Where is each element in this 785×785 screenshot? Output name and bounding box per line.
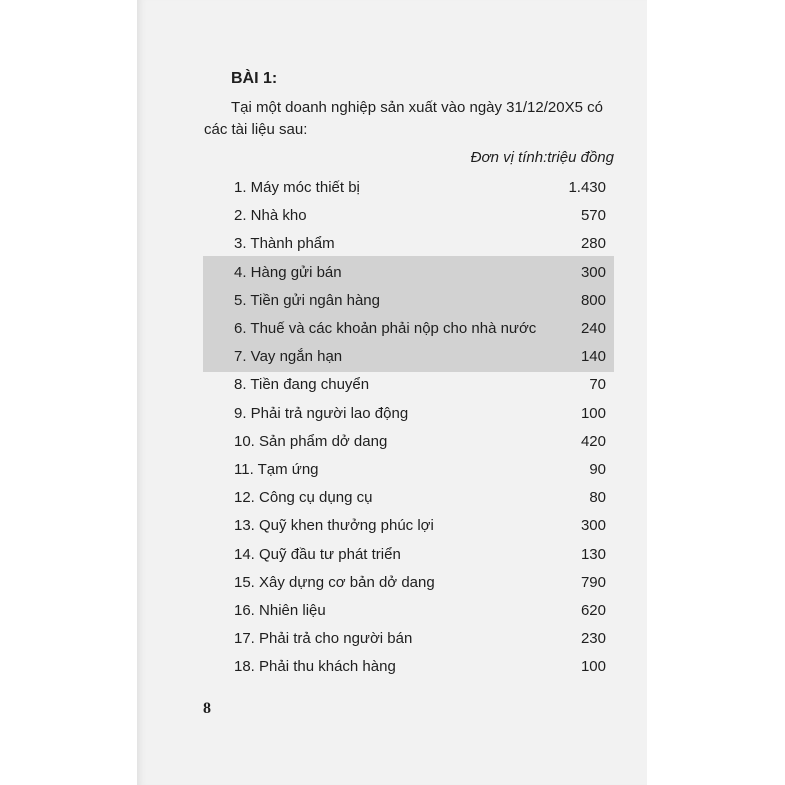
item-value: 620	[580, 601, 606, 619]
item-label: 8. Tiền đang chuyển	[234, 376, 370, 394]
list-item	[234, 653, 606, 681]
list-item	[234, 540, 606, 568]
list-item	[234, 400, 606, 428]
item-label: 5. Tiền gửi ngân hàng	[234, 291, 380, 309]
list-item	[234, 371, 606, 399]
list-item	[234, 625, 606, 653]
item-label: 6. Thuế và các khoản phải nộp cho nhà nước	[234, 320, 537, 338]
list-item	[234, 569, 606, 597]
item-value: 420	[580, 432, 606, 450]
item-value: 300	[580, 517, 606, 535]
list-item	[234, 343, 606, 371]
item-value: 790	[580, 573, 606, 591]
item-value: 130	[580, 545, 606, 563]
list-item	[234, 456, 606, 484]
intro-line-1: Tại một doanh nghiệp sản xuất vào ngày 31/12/20X5 có	[231, 99, 603, 116]
item-label: 4. Hàng gửi bán	[234, 263, 342, 281]
item-list	[234, 174, 606, 681]
item-value: 140	[580, 348, 606, 366]
list-item	[234, 287, 606, 315]
item-label: 1. Máy móc thiết bị	[234, 179, 360, 197]
item-value: 800	[580, 291, 606, 309]
item-value: 240	[580, 320, 606, 338]
item-value: 230	[580, 630, 606, 648]
item-label: 9. Phải trả người lao động	[234, 404, 409, 422]
item-label: 10. Sản phẩm dở dang	[234, 432, 388, 450]
item-value: 1.430	[568, 179, 606, 197]
list-item	[234, 428, 606, 456]
list-item	[234, 512, 606, 540]
exercise-heading: BÀI 1:	[231, 70, 278, 87]
item-label: 14. Quỹ đầu tư phát triển	[234, 545, 401, 563]
item-label: 11. Tạm ứng	[234, 460, 319, 478]
item-label: 7. Vay ngắn hạn	[234, 348, 343, 366]
item-value: 100	[580, 404, 606, 422]
item-value: 280	[580, 235, 606, 253]
item-value: 80	[589, 489, 606, 507]
exercise-intro	[204, 97, 617, 141]
list-item	[234, 174, 606, 202]
list-item	[234, 259, 606, 287]
page-number: 8	[203, 700, 211, 717]
list-item	[234, 597, 606, 625]
list-item	[234, 202, 606, 230]
item-label: 15. Xây dựng cơ bản dở dang	[234, 573, 435, 591]
item-label: 13. Quỹ khen thưởng phúc lợi	[234, 517, 434, 535]
unit-note: Đơn vị tính:triệu đồng	[470, 149, 614, 166]
item-value: 70	[589, 376, 606, 394]
item-label: 18. Phải thu khách hàng	[234, 658, 396, 676]
intro-line-2: các tài liệu sau:	[204, 121, 308, 138]
item-value: 100	[580, 658, 606, 676]
list-item	[234, 315, 606, 343]
item-value: 570	[580, 207, 606, 225]
item-label: 2. Nhà kho	[234, 207, 307, 225]
list-item	[234, 484, 606, 512]
item-label: 12. Công cụ dụng cụ	[234, 489, 373, 507]
item-value: 90	[589, 460, 606, 478]
list-item	[234, 230, 606, 258]
item-value: 300	[580, 263, 606, 281]
item-label: 3. Thành phẩm	[234, 235, 335, 253]
item-label: 16. Nhiên liệu	[234, 601, 326, 619]
item-label: 17. Phải trả cho người bán	[234, 630, 413, 648]
